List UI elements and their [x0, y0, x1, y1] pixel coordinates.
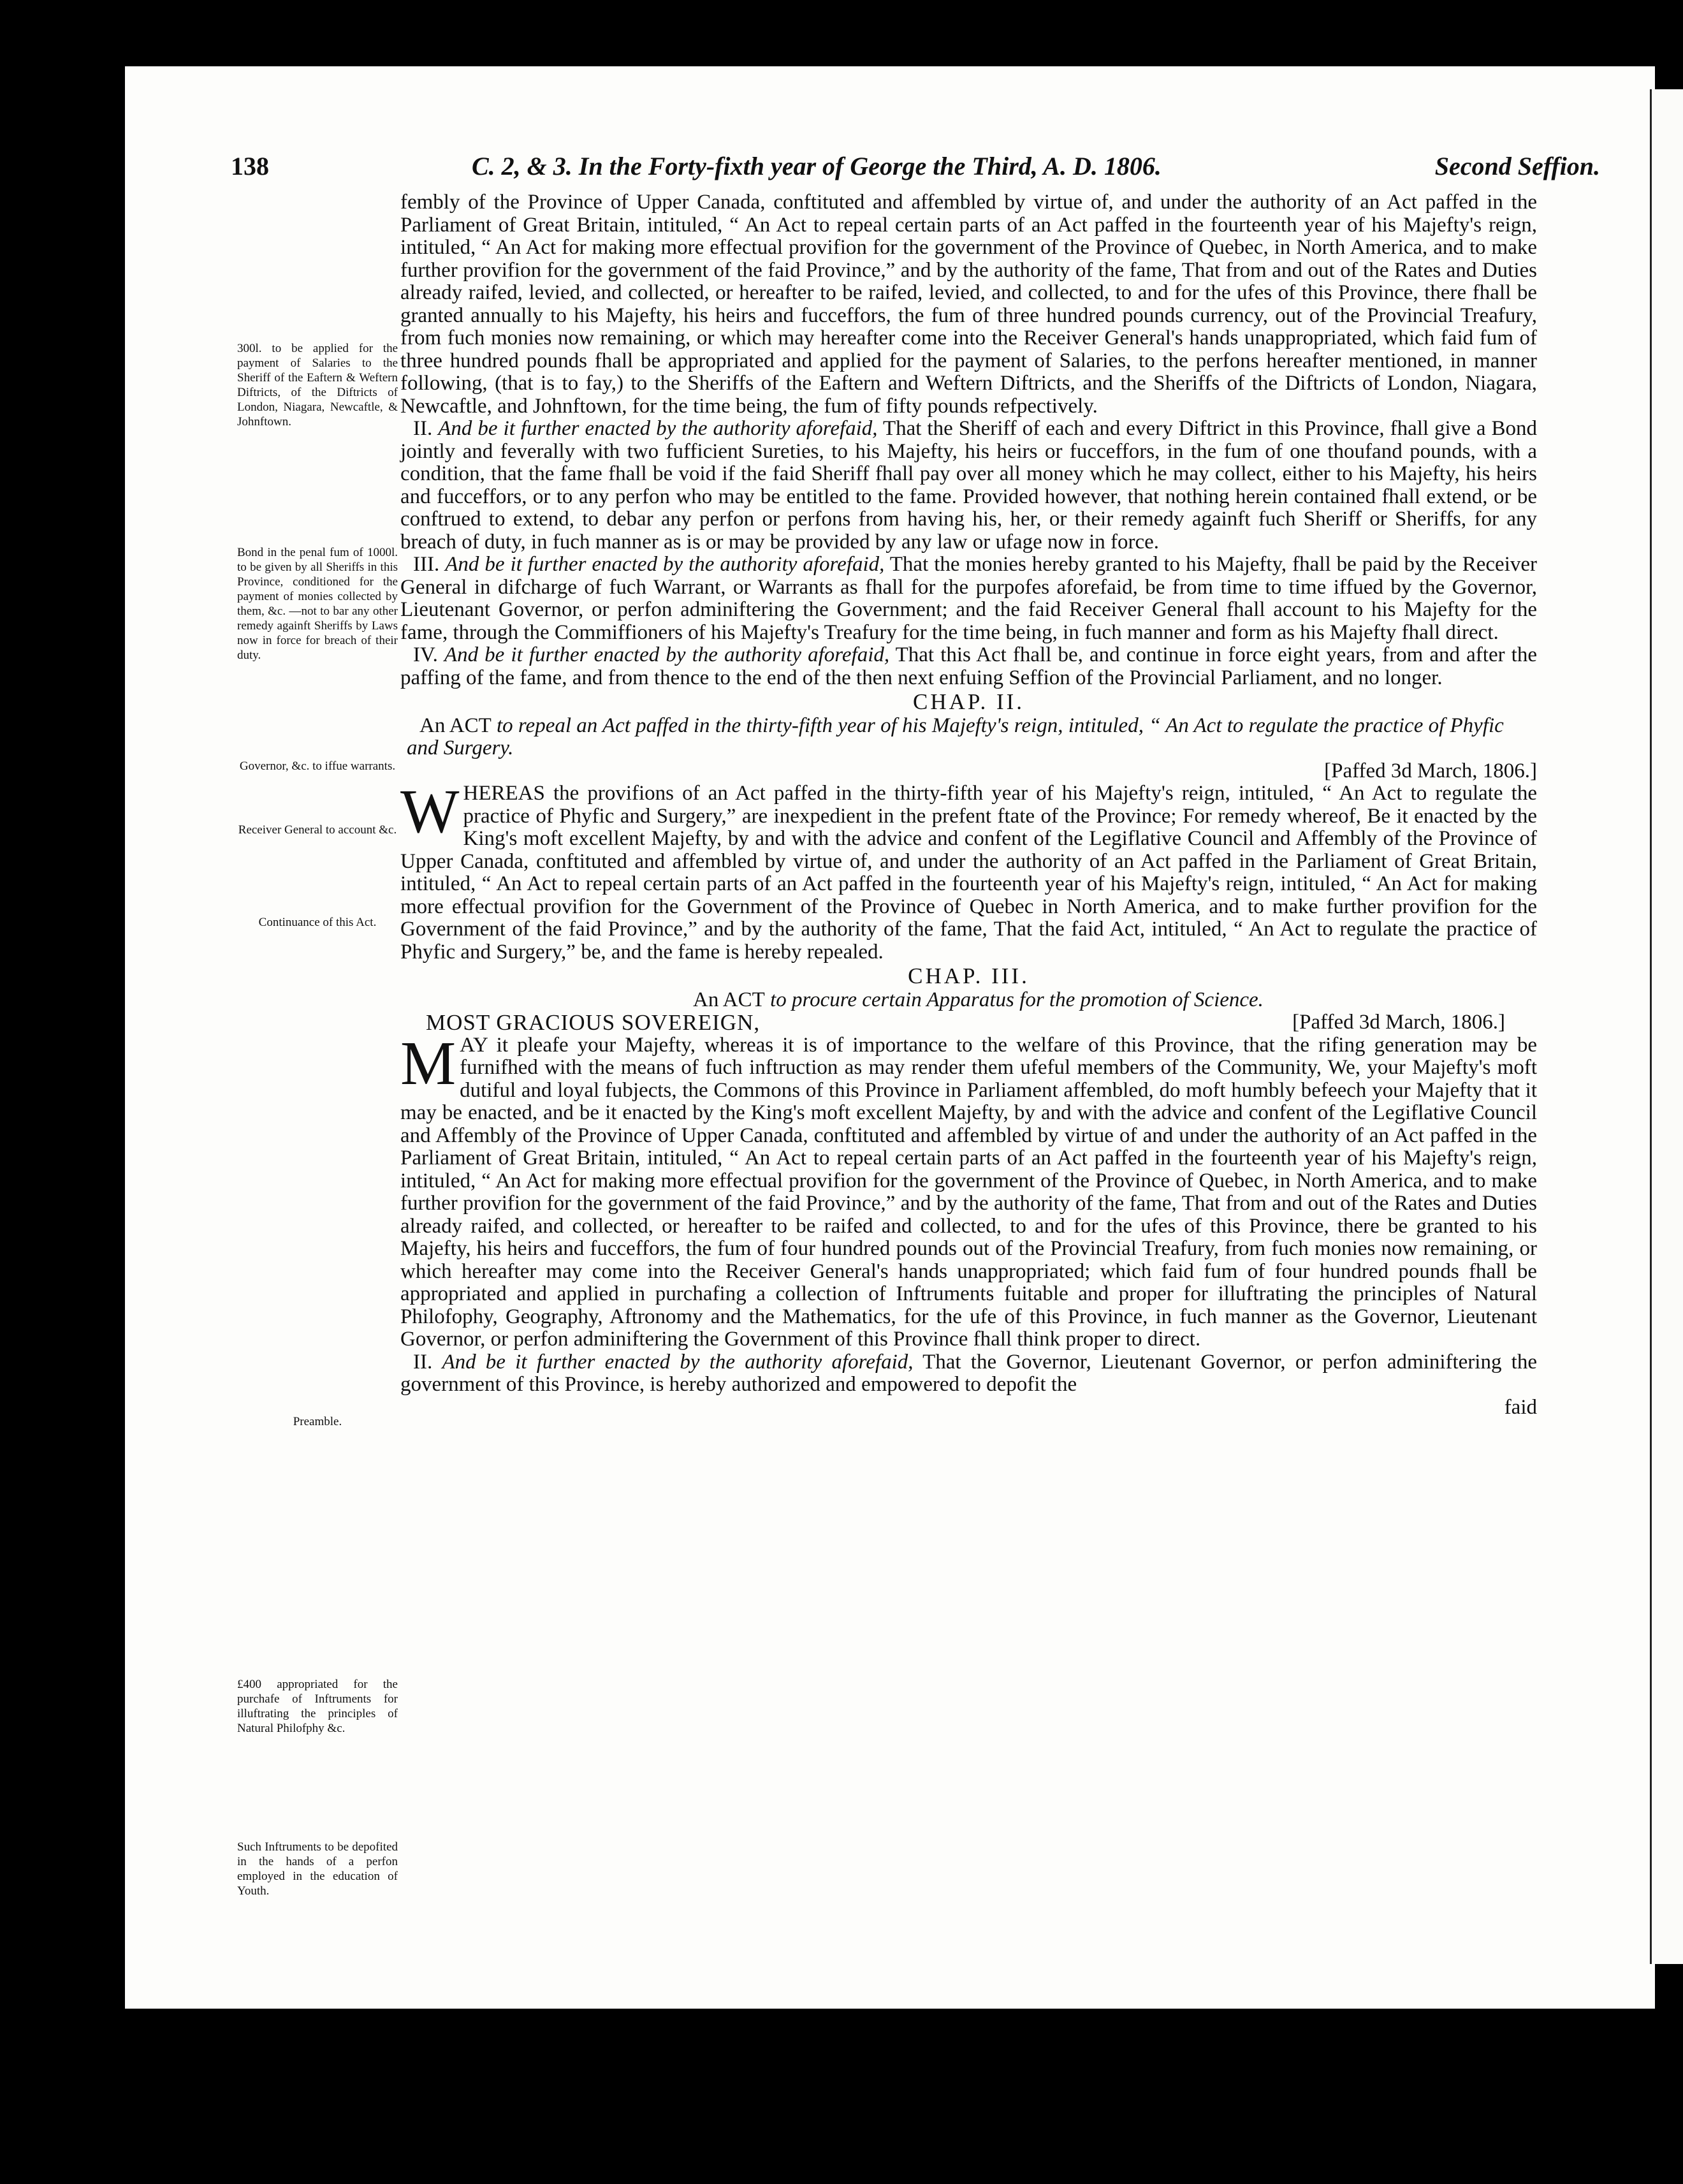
session-label: Second Seffion. [1434, 152, 1600, 180]
margin-note-warrants: Governor, &c. to iffue warrants. [239, 759, 396, 773]
chap1-section-4: IV. And be it further enacted by the authority aforefaid, That this Act fhall be, and continue in force eight years, from and after the paffing of the fame, and from thence to the end of the then next enfuing Seffion of the Provincial Parliament, and no longer. [400, 643, 1537, 689]
chap2-passed-date: [Paffed 3d March, 1806.] [1324, 759, 1537, 782]
margin-note-salaries: 300l. to be applied for the payment of Salaries to the Sheriff of the Eaftern & Weftern Diftricts, of the Diftricts of London, Niagara, Newcaftle, & Johnftown. [237, 342, 398, 429]
drop-cap-w: W [400, 777, 460, 846]
running-head: C. 2, & 3. In the Forty-fixth year of George the Third, A. D. 1806. [472, 152, 1162, 180]
chap2-title: An ACT to repeal an Act paffed in the thirty-fifth year of his Majefty's reign, intituled, “ An Act to regulate the practice of Phyfic and Surgery. [407, 714, 1504, 759]
drop-cap-m: M [400, 1029, 456, 1098]
chap1-section-3: III. And be it further enacted by the authority aforefaid, That the monies hereby granted to his Majefty, fhall be paid by the Receiver General in difcharge of fuch Warrant, or Warrants as fhall for the purpofes aforefaid, be from time to time iffued by the Governor, Lieutenant Governor, or perfon adminiftering the Government; and the faid Receiver General fhall account to his Majefty for the fame, through the Commiffioners of his Majefty's Treafury for the time being, in fuch manner and form as his Majefty fhall direct. [400, 553, 1538, 644]
margin-note-appropriation: £400 appropriated for the purchafe of Inftruments for illuftrating the principles of Natural Philofphy &c. [237, 1678, 398, 1735]
chap3-title: An ACT to procure certain Apparatus for the promotion of Science. [693, 988, 1264, 1011]
margin-note-bond: Bond in the penal fum of 1000l. to be given by all Sheriffs in this Province, conditioned for the payment of monies collected by them, &c. —not to bar any other remedy againft Sheriffs by Laws now in force for breach of their duty. [237, 546, 398, 662]
chap3-passed-date: [Paffed 3d March, 1806.] [1292, 1011, 1505, 1034]
catchword: faid [1504, 1395, 1537, 1419]
chap3-section-2: II. And be it further enacted by the authority aforefaid, That the Governor, Lieutenant Governor, or perfon adminiftering the government of this Province, is hereby authorized and empowered to depofit the [400, 1350, 1537, 1396]
chap1-section-2: II. And be it further enacted by the authority aforefaid, That the Sheriff of each and every Diftrict in this Province, fhall give a Bond jointly and feverally with two fufficient Sureties, to his Majefty, his heirs or fucceffors, in the fum of one thoufand pounds, with a condition, that the fame fhall be void if the faid Sheriff fhall pay over all money which he may collect, either to his Majefty, his heirs and fucceffors, or to any perfon who may be entitled to the fame. Provided however, that nothing herein contained fhall extend, or be conftrued to extend, to debar any perfon or perfons from having his, her, or their remedy againft fuch Sheriff or Sheriffs, for any breach of duty, in fuch manner as is or may be provided by any law or ufage now in force. [400, 417, 1537, 553]
chap3-preamble: MAY it pleafe your Majefty, whereas it is of importance to the welfare of this Province, that the rifing generation may be furnifhed with the means of fuch inftruction as may render them ufeful members of the Community, We, your Majefty's moft dutiful and loyal fubjects, the Commons of this Province in Parliament affembled, do moft humbly befeech your Majefty that it may be enacted, and be it enacted by the King's moft excellent Majefty, by and with the advice and confent of the Legiflative Council and Affembly of the Province of Upper Canada, conftituted and affembled by virtue of and under the authority of an Act paffed in the Parliament of Great Britain, intituled, “ An Act to repeal certain parts of an Act paffed in the fourteenth year of his Majefty's reign, intituled, “ An Act for making more effectual provifion for the government of the Province of Quebec, in North America, and to make further provifion for the government of the faid Province,” and by the authority of the fame, That from and out of the Rates and Duties already raifed, and collected, or hereafter to be raifed and collected, to and for the ufes of this Province, there be granted to his Majefty, his heirs and fucceffors, the fum of four hundred pounds out of the Provincial Treafury, from fuch monies now remaining, or which hereafter may come into the Receiver General's hands unappropriated; which faid fum of four hundred pounds fhall be appropriated and applied in purchafing a collection of Inftruments fuitable and proper for illuftrating the principles of Natural Philofophy, Geography, Aftronomy and the Mathematics, for the ufe of this Province, in fuch manner as the Governor, Lieutenant Governor, or perfon adminiftering the Government of this Province fhall think proper to direct. [400, 1029, 1537, 1351]
facing-page-edge [1650, 89, 1683, 1964]
margin-note-instruments: Such Inftruments to be depofited in the hands of a perfon employed in the education of Youth. [237, 1840, 398, 1898]
chap2-heading: CHAP. II. [912, 689, 1025, 714]
page-body [400, 191, 1537, 1419]
page-number: 138 [231, 152, 269, 180]
margin-note-receiver: Receiver General to account &c. [238, 823, 397, 837]
chap1-paragraph-1: fembly of the Province of Upper Canada, conftituted and affembled by virtue of, and under the authority of an Act paffed in the Parliament of Great Britain, intituled, “ An Act to repeal certain parts of an Act paffed in the fourteenth year of his Majefty's reign, intituled, “ An Act for making more effectual provifion for the government of the Province of Quebec, in North America, and to make further provifion for the government of the faid Province,” and by the authority of the fame, That from and out of the Rates and Duties already raifed, levied, and collected, or hereafter to be raifed, levied, and collected, to and for the ufes of this Province, there fhall be granted annually to his Majefty, his heirs and fucceffors, the fum of three hundred pounds currency, out of the Provincial Treafury, from fuch monies now remaining, or which may hereafter come into the Receiver General's hands unappropriated, which faid fum of three hundred pounds fhall be appropriated and applied for the payment of Salaries, to the perfons hereafter mentioned, in manner following, (that is to fay,) to the Sheriffs of the Eaftern and Weftern Diftricts, and the Sheriffs of the Diftricts of London, Niagara, Newcaftle, and Johnftown, for the time being, the fum of fifty pounds refpectively. [400, 191, 1537, 418]
chap3-address-row [400, 1011, 1537, 1034]
chap3-heading: CHAP. III. [908, 964, 1030, 988]
chap2-text: WHEREAS the provifions of an Act paffed in the thirty-fifth year of his Majefty's reign, intituled, “ An Act to regulate the practice of Phyfic and Surgery,” are inexpedient in the prefent ftate of the Province; For remedy whereof, Be it enacted by the King's moft excellent Majefty, by and with the advice and confent of the Legiflative Council and Affembly of the Province of Upper Canada, conftituted and affembled by virtue of, and under the authority of an Act paffed in the Parliament of Great Britain, intituled, “ An Act to repeal certain parts of an Act paffed in the fourteenth year of his Majefty's reign, intituled, “ An Act for making more effectual provifion for the Government of the Province of Quebec in North America, and to make further provifion for the Government of the faid Province,” and by the authority of the fame, That the faid Act, intituled, “ An Act to regulate the practice of Phyfic and Surgery,” be, and the fame is hereby repealed. [400, 777, 1537, 964]
sovereign-address: MOST GRACIOUS SOVEREIGN, [426, 1010, 761, 1035]
margin-note-continuance: Continuance of this Act. [258, 916, 377, 929]
margin-note-preamble: Preamble. [293, 1415, 342, 1428]
